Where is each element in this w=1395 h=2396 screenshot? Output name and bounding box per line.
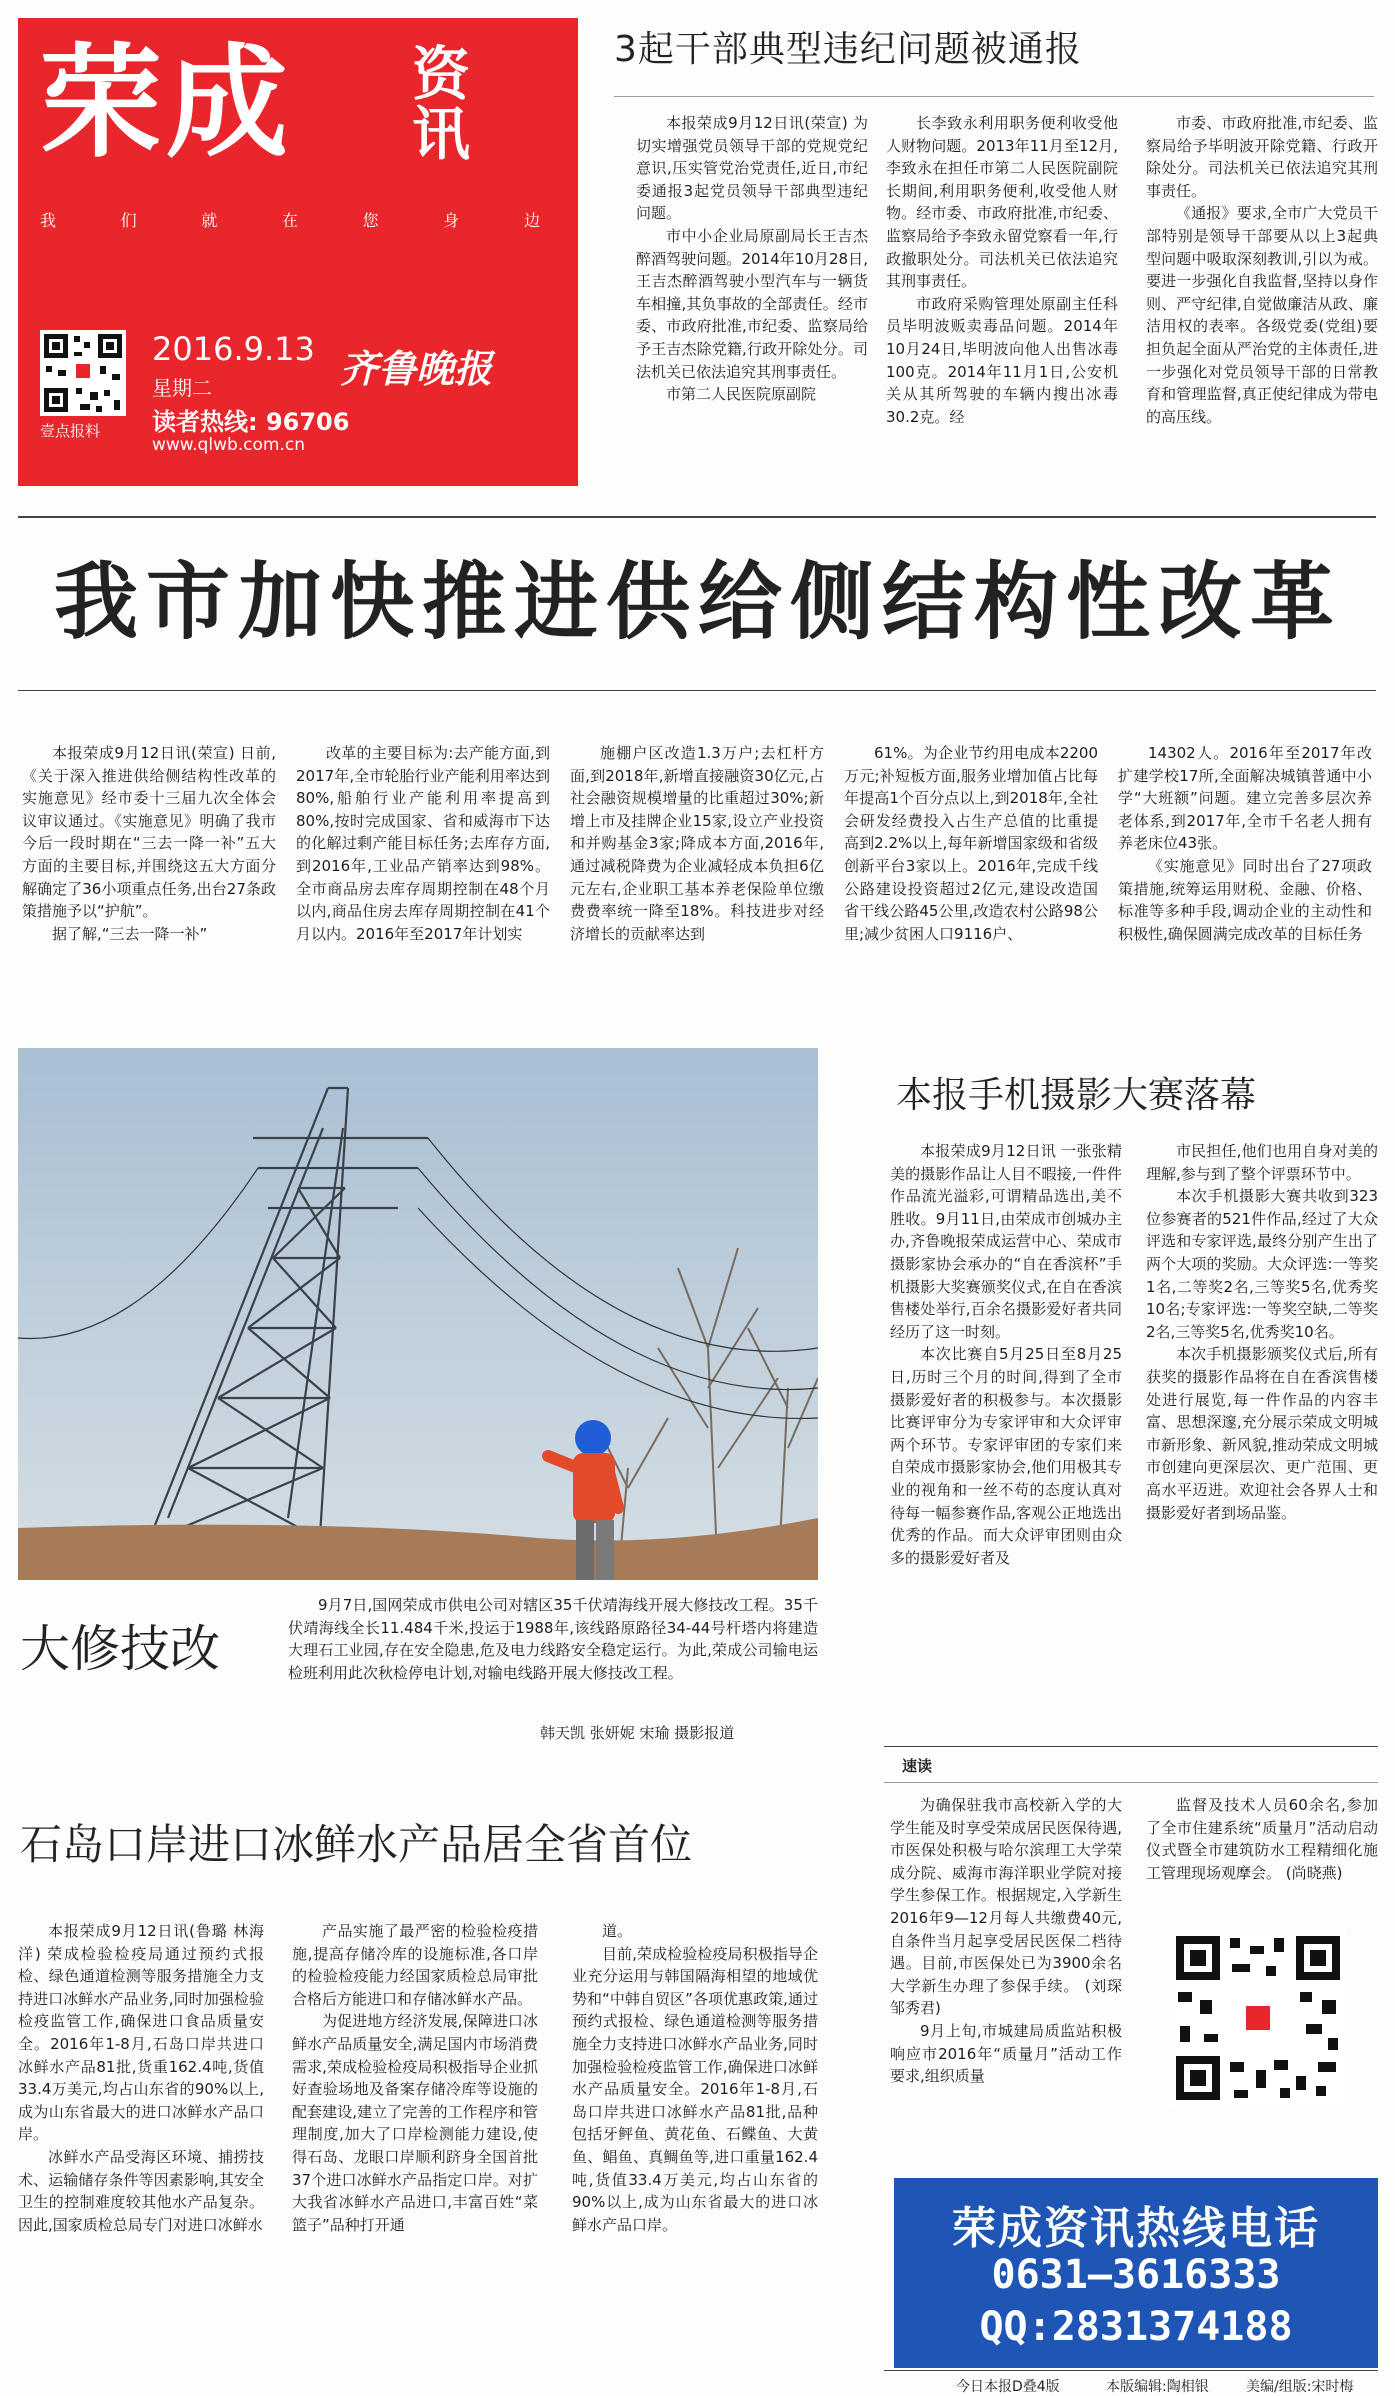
story2-col1: 本报荣成9月12日讯(荣宣) 日前,《关于深入推进供给侧结构性改革的实施意见》经市委十三届九次全体会议审议通过。《实施意见》明确了我市今后一段时期在“三去一降一补”五大方面的主要目标,并围绕这五大方面分解确定了36小项重点任务,出台27条政策措施予以“护航”。 据了解,“三去一降一补” xyxy=(22,744,276,943)
photo-title: 大修技改 xyxy=(20,1620,220,1678)
slogan-char: 您 xyxy=(362,211,379,230)
story1-col2: 长李致永利用职务便利收受他人财物问题。2013年11月至12月,李致永在担任市第二人民医院副院长期间,利用职务便利,收受他人财物。经市委、市政府批准,市纪委、监察局给予李致永留党察看一年,行政撤职处分。司法机关已依法追究其刑事责任。 市政府采购管理处原副主任科员毕明波贩卖毒品问题。2014年10月24日,毕明波向他人出售冰毒100克。2014年11月1日,公安机关从其所驾驶的车辆内搜出冰毒30.2克。经 xyxy=(886,114,1118,426)
brief-label: 速读 xyxy=(902,1757,933,1775)
masthead-logo-small: 资讯 xyxy=(412,40,471,168)
story4-col3: 道。 目前,荣成检验检疫局积极指导企业充分运用与韩国隔海相望的地域优势和“中韩自贸区”各项优惠政策,通过预约式报检、绿色通道检测等服务措施全力支持进口冰鲜水产品业务,同时加强检验检疫监管工作,确保进口冰鲜水产品质量安全。2016年1-8月,石岛口岸共进口冰鲜水产品81批,品种包括牙鲆鱼、黄花鱼、石鲽鱼、大黄鱼、鲳鱼、真鲷鱼等,进口重量162.4吨,货值33.4万美元,均占山东省的90%以上,成为山东省最大的进口冰鲜水产品口岸。 xyxy=(572,1922,818,2234)
qr-label: 壹点报料 xyxy=(40,422,101,440)
ad-title: 荣成资讯热线电话 xyxy=(952,2203,1320,2254)
ad-phone[interactable]: 0631—3616333 xyxy=(991,2252,1281,2298)
story4-col1: 本报荣成9月12日讯(鲁璐 林海洋) 荣成检验检疫局通过预约式报检、绿色通道检测等服务措施全力支持进口冰鲜水产品业务,同时加强检验检疫监管工作,确保进口食品质量安全。2016年1-8月,石岛口岸共进口冰鲜水产品81批,货重162.4吨,货值33.4万美元,均占山东省的90%以上,成为山东省最大的进口冰鲜水产品口岸。 冰鲜水产品受海区环境、捕捞技术、运输储存条件等因素影响,其安全卫生的控制难度较其他水产品复杂。因此,国家质检总局专门对进口冰鲜水 xyxy=(18,1922,264,2234)
qr-code-icon[interactable] xyxy=(40,330,126,416)
slogan-char: 身 xyxy=(443,211,460,230)
story3-col1: 本报荣成9月12日讯 一张张精美的摄影作品让人目不暇接,一件件作品流光溢彩,可谓精品选出,美不胜收。9月11日,由荣成市创城办主办,齐鲁晚报荣成运营中心、荣成市摄影家协会承办的“自在香滨杯”手机摄影大奖赛颁奖仪式,在自在香滨售楼处举行,百余名摄影爱好者共同经历了这一时刻。 本次比赛自5月25日至8月25日,历时三个月的时间,得到了全市摄影爱好者的积极参与。本次摄影比赛评审分为专家评审和大众评审两个环节。专家评审团的专家们来自荣成市摄影家协会,他们用极其专业的视角和一丝不苟的态度认真对待每一幅参赛作品,客观公正地选出优秀的作品。而大众评审团则由众多的摄影爱好者及 xyxy=(890,1142,1122,1567)
slogan-char: 就 xyxy=(201,211,218,230)
story1-col3: 市委、市政府批准,市纪委、监察局给予毕明波开除党籍、行政开除处分。司法机关已依法追究其刑事责任。 《通报》要求,全市广大党员干部特别是领导干部要从以上3起典型问题中吸取深刻教训,引以为戒。要进一步强化自我监督,坚持以身作则、严守纪律,自觉做廉洁从政、廉洁用权的表率。各级党委(党组)要担负起全面从严治党的主体责任,进一步强化对党员领导干部的日常教育和管理监督,真正使纪律成为带电的高压线。 xyxy=(1146,114,1378,426)
story2-col3: 施棚户区改造1.3万户;去杠杆方面,到2018年,新增直接融资30亿元,占社会融资规模增量的比重超过30%;新增上市及挂牌企业15家,设立产业投资和并购基金3家;降成本方面,2016年,通过减税降费为企业减轻成本负担6亿元左右,企业职工基本养老保险单位缴费费率统一降至18%。科技进步对经济增长的贡献率达到 xyxy=(570,744,824,943)
masthead-slogan xyxy=(40,208,540,231)
brief-col2: 监督及技术人员60余名,参加了全市住建系统“质量月”活动启动仪式暨全市建筑防水工程精细化施工管理现场观摩会。 (尚晓燕) xyxy=(1146,1796,1378,1882)
story2-col4: 61%。为企业节约用电成本2200万元;补短板方面,服务业增加值占比每年提高1个百分点以上,到2018年,全社会研发经费投入占生产总值的比重提高到2.2%以上,每年新增国家级和省级创新平台3家以上。2016年,完成千线公路建设投资超过2亿元,建设改造国省干线公路45公里,改造农村公路98公里;减少贫困人口9116户、 xyxy=(844,744,1098,943)
reader-hotline: 读者热线: 96706 xyxy=(152,408,350,436)
issue-weekday: 星期二 xyxy=(152,376,212,400)
story4-col2: 产品实施了最严密的检验检疫措施,提高存储冷库的设施标准,各口岸的检验检疫能力经国家质检总局审批合格后方能进口和存储冰鲜水产品。 为促进地方经济发展,保障进口冰鲜水产品质量安全,满足国内市场消费需求,荣成检验检疫局积极指导企业抓好查验场地及备案存储冷库等设施的配套建设,建立了完善的工作程序和管理制度,加大了口岸检测能力建设,使得石岛、龙眼口岸顺利跻身全国首批37个进口冰鲜水产品指定口岸。对扩大我省冰鲜水产品进口,丰富百姓“菜篮子”品种打开通 xyxy=(292,1922,538,2234)
photo-power-tower xyxy=(18,1048,818,1580)
newspaper-brand: 齐鲁晚报 xyxy=(340,347,493,391)
story1-title: 3起干部典型违纪问题被通报 xyxy=(614,29,1082,70)
story4-title: 石岛口岸进口冰鲜水产品居全省首位 xyxy=(20,1820,693,1869)
ad-qq[interactable]: QQ:2831374188 xyxy=(979,2304,1293,2350)
footer-designer: 美编/组版:宋时梅 xyxy=(1246,2379,1354,2395)
footer-editor: 本版编辑:陶相银 xyxy=(1106,2379,1209,2395)
brief-col1: 为确保驻我市高校新入学的大学生能及时享受荣成居民医保待遇,市医保处积极与哈尔滨理工大学荣成分院、威海市海洋职业学院对接学生参保工作。根据规定,入学新生2016年9—12月每人共缴费40元,自条件当月起享受居民医保二档待遇。目前,市医保处已为3900余名大学新生办理了参保手续。 (刘琛 邹秀君) 9月上旬,市城建局质监站积极响应市2016年“质量月”活动工作要求,组织质量 xyxy=(890,1796,1122,2086)
slogan-char: 在 xyxy=(281,211,298,230)
qr-code-icon[interactable] xyxy=(1170,1930,1346,2106)
main-headline: 我市加快推进供给侧结构性改革 xyxy=(53,553,1342,651)
story1-col1: 本报荣成9月12日讯(荣宣) 为切实增强党员领导干部的党规党纪意识,压实管党治党责任,近日,市纪委通报3起党员领导干部典型违纪问题。 市中小企业局原副局长王吉杰醉酒驾驶问题。2014年10月28日,王吉杰醉酒驾驶小型汽车与一辆货车相撞,其负事故的全部责任。经市委、市政府批准,市纪委、监察局给予王吉杰除党籍,行政开除处分。司法机关已依法追究其刑事责任。 市第二人民医院原副院 xyxy=(636,114,868,404)
slogan-char: 们 xyxy=(120,211,137,230)
hotline-ad xyxy=(894,2178,1378,2368)
story3-col2: 市民担任,他们也用自身对美的理解,参与到了整个评票环节中。 本次手机摄影大赛共收到323位参赛者的521件作品,经过了大众评选和专家评选,最终分别产生出了两个大项的奖励。大众评选:一等奖1名,二等奖2名,三等奖5名,优秀奖10名;专家评选:一等奖空缺,二等奖2名,三等奖5名,优秀奖10名。 本次手机摄影颁奖仪式后,所有获奖的摄影作品将在自在香滨售楼处进行展览,每一件作品的内容丰富、思想深邃,充分展示荣成文明城市新形象、新风貌,推动荣成文明城市创建向更深层次、更广范围、更高水平迈进。欢迎社会各界人士和摄影爱好者到场品鉴。 xyxy=(1146,1142,1378,1522)
story2-col2: 改革的主要目标为:去产能方面,到2017年,全市轮胎行业产能利用率达到80%,船舶行业产能利用率提高到80%,按时完成国家、省和威海市下达的化解过剩产能目标任务;去库存方面,到2016年,工业品产销率达到98%。全市商品房去库存周期控制在48个月以内,商品住房去库存周期控制在41个月以内。2016年至2017年计划实 xyxy=(296,744,550,943)
issue-date: 2016.9.13 xyxy=(152,330,315,368)
photo-caption: 9月7日,国网荣成市供电公司对辖区35千伏靖海线开展大修技改工程。35千伏靖海线全长11.484千米,投运于1988年,该线路原路径34-44号杆塔内将建造大理石工业园,存在安全隐患,危及电力线路安全稳定运行。为此,荣成公司输电运检班利用此次秋检停电计划,对输电线路开展大修技改工程。 xyxy=(288,1596,818,1682)
masthead-logo: 荣成 xyxy=(40,32,292,174)
photo-credit: 韩天凯 张妍妮 宋瑜 摄影报道 xyxy=(540,1724,735,1742)
slogan-char: 边 xyxy=(523,211,540,230)
story2-col5: 14302人。2016年至2017年改扩建学校17所,全面解决城镇普通中小学“大班额”问题。建立完善多层次养老体系,到2017年,全市千名老人拥有养老床位43张。 《实施意见》同时出台了27项政策措施,统筹运用财税、金融、价格、标准等多种手段,调动企业的主动性和积极性,确保圆满完成改革的目标任务 xyxy=(1118,744,1372,943)
story3-title: 本报手机摄影大赛落幕 xyxy=(896,1075,1257,1116)
footer-edition: 今日本报D叠4版 xyxy=(956,2379,1060,2395)
slogan-char: 我 xyxy=(40,211,57,230)
website-url[interactable]: www.qlwb.com.cn xyxy=(152,435,305,455)
